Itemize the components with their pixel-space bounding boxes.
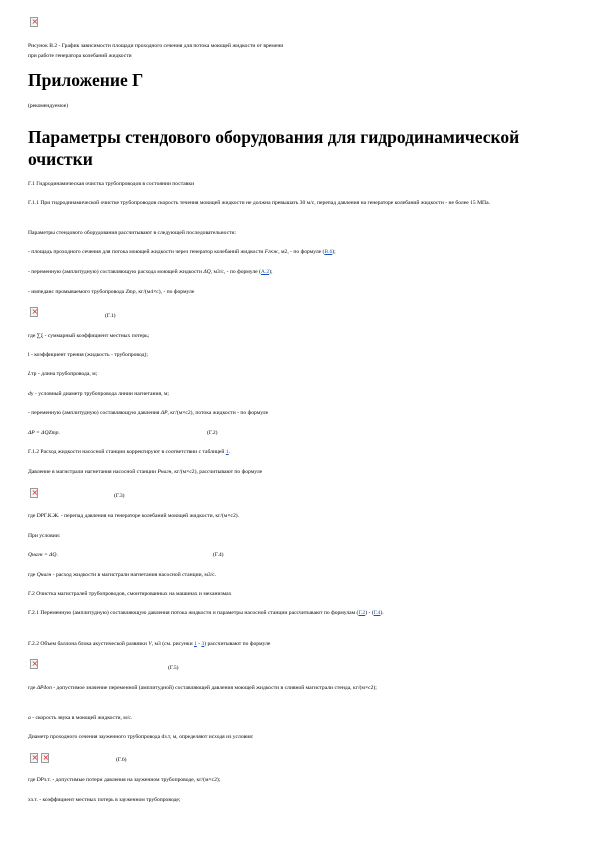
where-sum-xi: где ∑ξ - суммарный коэффициент местных потерь; [28,333,150,339]
table-link-1[interactable]: 1 [225,449,229,455]
broken-formula-icon [30,753,38,763]
bullet-flow: - переменную (амплитудную) составляющую расхода моющей жидкости ΔQ, м3/с, - по формуле (А.2); [28,269,273,275]
figure-caption-line1: Рисунок В.2 - График зависимости площади проходного сечения для потока моющей жидкости от времени [28,43,284,49]
params-intro: Параметры стендового оборудования рассчитывают в следующей последовательности: [28,230,237,236]
formula-link-g2[interactable]: Г.2 [358,610,366,616]
figure-link-1[interactable]: 1 [193,641,197,647]
where-delta-p-allowed: где ΔPдоп - допустимое значение переменной (амплитудной) составляющей давления моющей жидкости в сливной магистрали стенда, кг/(м×с2); [28,685,377,691]
broken-formula-icon [30,307,38,317]
equation-number-g5: (Г.5) [168,665,179,671]
equation-number-g3: (Г.3) [114,493,125,499]
discharge-pressure-intro: Давление в магистрали нагнетания насосной станции Pнагн, кг/(м×с2), рассчитывают по формуле [28,469,263,475]
bullet-area: - площадь проходного сечения для потока моющей жидкости через генератор колебаний жидкости Fгкж, м2, - по формуле (В.6); [28,249,336,255]
formula-link-a2[interactable]: А.2 [260,269,270,275]
condition-label: При условии: [28,533,61,539]
section-g1-2: Г.1.2 Расход жидкости насосной станции корректируют в соответствии с таблицей 1. [28,449,231,455]
equation-g2: ΔP = ΔQZтр. [28,430,60,436]
section-g1-1: Г.1.1 При гидродинамической очистке трубопроводов скорость течения моющей жидкости не должна превышать 30 м/с, перепад давления на генераторе колебаний жидкости - не более 15 МПа. [28,200,490,206]
equation-g4: Qнагн = ΔQ. [28,552,58,558]
where-delta-p-narrow: где DPз.т. - допустимые потери давления на зауженном трубопроводе, кг/(м×с2); [28,777,221,783]
equation-number-g4: (Г.4) [213,552,224,558]
section-g2: Г.2 Очистка магистралей трубопроводов, смонтированных на машинах и механизмах [28,591,232,597]
section-g1: Г.1 Гидродинамическая очистка трубопроводов в состоянии поставки [28,181,195,187]
broken-formula-icon [30,659,38,669]
equation-number-g6: (Г.6) [116,757,127,763]
figure-link-3[interactable]: 3 [201,641,205,647]
equation-number-g1: (Г.1) [105,313,116,319]
formula-link-g4[interactable]: Г.4 [373,610,381,616]
figure-caption [28,42,573,61]
appendix-title: Приложение Г [28,70,144,90]
figure-caption-line2: при работе генератора колебаний жидкости [28,52,132,59]
where-sound-speed: a - скорость звука в моющей жидкости, м/с. [28,715,133,721]
broken-image-icon [30,17,38,27]
where-friction: l - коэффициент трения (жидкость - трубопровод); [28,352,148,358]
bullet-pressure: - переменную (амплитудную) составляющую давления ΔP, кг/(м×с2), потока жидкости - по формуле [28,410,269,416]
formula-link-v6[interactable]: В.6 [324,249,333,255]
broken-formula-icon [30,488,38,498]
diameter-intro: Диаметр проходного сечения зауженного трубопровода dз.т, м, определяют исходя из условия: [28,734,254,740]
appendix-status: (рекомендуемое) [28,103,69,109]
bullet-impedance: - импеданс промываемого трубопровода Zтр, кг/(м4×с), - по формуле [28,289,195,295]
where-length: Lтр - длина трубопровода, м; [28,371,98,377]
where-diameter: dу - условный диаметр трубопровода линии нагнетания, м; [28,391,169,397]
section-g2-2: Г.2.2 Объем баллона блока акустической развязки V, м3 (см. рисунки 1 - 3) рассчитывают по формуле [28,641,271,647]
equation-number-g2: (Г.2) [207,430,218,436]
section-g2-1: Г.2.1 Переменную (амплитудную) составляющую давления потока жидкости и параметры насосной станции рассчитывают по формулам (Г.2) - (Г.4). [28,610,384,616]
where-q-discharge: где Qнагн - расход жидкости в магистрали нагнетания насосной станции, м3/с. [28,572,217,578]
where-delta-p-gkzh: где DРГ.К.Ж. - перепад давления на генераторе колебаний моющей жидкости, кг/(м×с2). [28,513,240,519]
appendix-heading: Параметры стендового оборудования для гидродинамической очистки [28,127,520,169]
broken-formula-icon [41,753,49,763]
where-xi-narrow: xз.т. - коэффициент местных потерь в зауженном трубопроводе; [28,797,181,803]
